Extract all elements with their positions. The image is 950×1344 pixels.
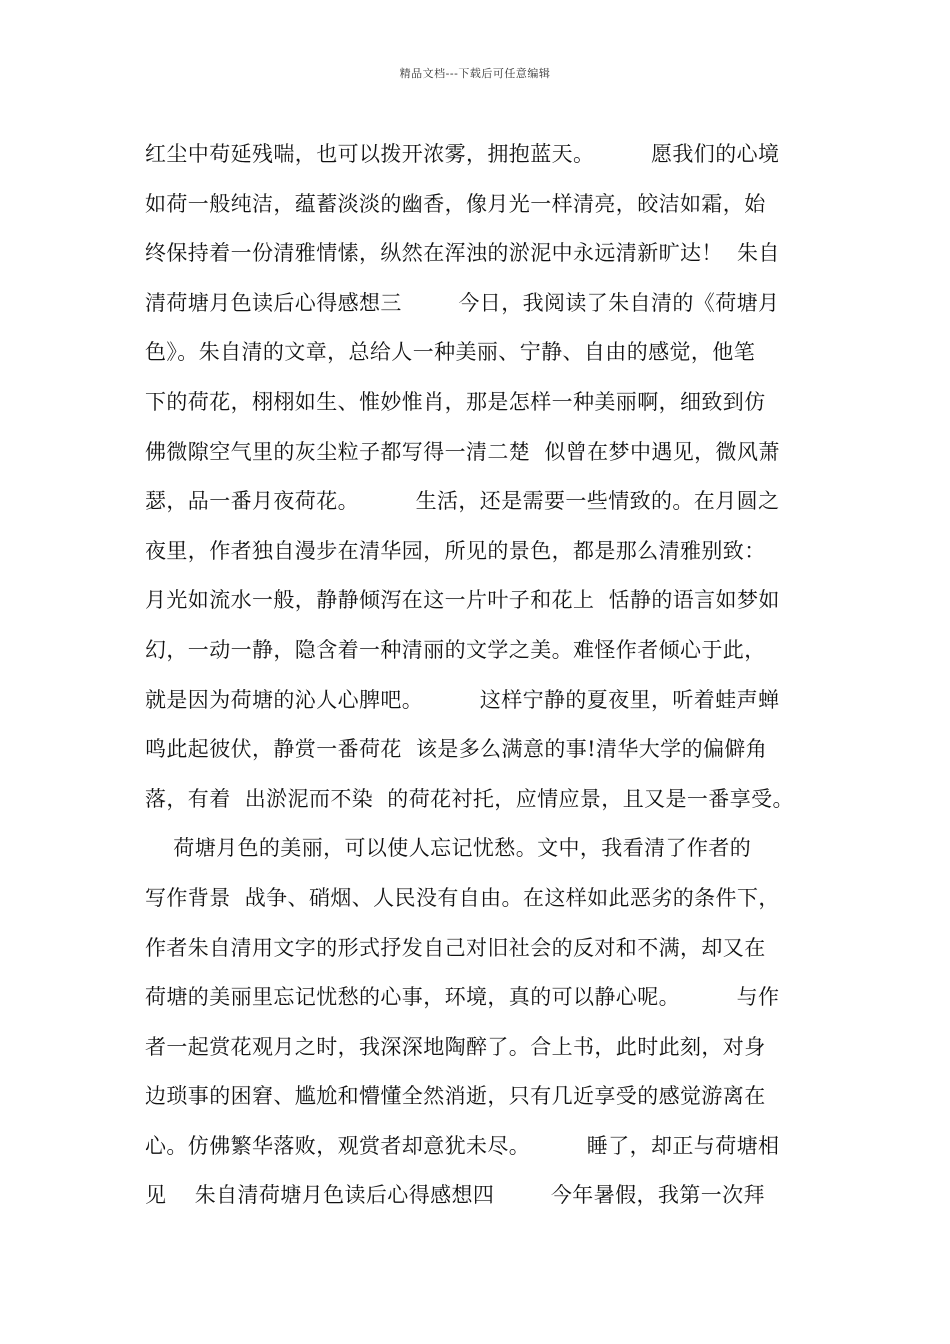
body-text <box>145 130 845 1221</box>
text-line: 见 朱自清荷塘月色读后心得感想四 今年暑假，我第一次拜 <box>145 1183 765 1208</box>
text-line: 下的荷花，栩栩如生、惟妙惟肖，那是怎样一种美丽啊，细致到仿 <box>145 389 766 414</box>
text-line: 心。仿佛繁华落败，观赏者却意犹未尽。 睡了，却正与荷塘相 <box>145 1133 780 1158</box>
text-line: 瑟，品一番月夜荷花。 生活，还是需要一些情致的。在月圆之 <box>145 489 780 514</box>
text-line: 荷塘的美丽里忘记忧愁的心事，环境，真的可以静心呢。 与作 <box>145 985 780 1010</box>
page-header: 精品文档---下载后可任意编辑 <box>399 67 551 80</box>
text-line: 色》。朱自清的文章，总给人一种美丽、宁静、自由的感觉，他笔 <box>145 340 756 365</box>
text-line: 如荷一般纯洁，蕴蓄淡淡的幽香，像月光一样清亮，皎洁如霜，始 <box>145 191 766 216</box>
text-line: 作者朱自清用文字的形式抒发自己对旧社会的反对和不满，却又在 <box>145 935 766 960</box>
text-line: 落，有着 出淤泥而不染 的荷花衬托，应情应景，且又是一番享受。 <box>145 786 794 811</box>
text-line: 清荷塘月色读后心得感想三 今日，我阅读了朱自清的《荷塘月 <box>145 290 780 315</box>
text-line: 红尘中苟延残喘，也可以拨开浓雾，拥抱蓝天。 愿我们的心境 <box>145 142 780 166</box>
text-line: 就是因为荷塘的沁人心脾吧。 这样宁静的夏夜里，听着蛙声蝉 <box>145 687 780 712</box>
text-line: 夜里，作者独自漫步在清华园，所见的景色，都是那么清雅别致： <box>145 538 766 563</box>
text-line: 幻，一动一静，隐含着一种清丽的文学之美。难怪作者倾心于此， <box>145 637 766 662</box>
text-line: 者一起赏花观月之时，我深深地陶醉了。合上书，此时此刻，对身 <box>145 1034 766 1059</box>
text-line: 荷塘月色的美丽，可以使人忘记忧愁。文中，我看清了作者的 <box>145 836 752 861</box>
text-line: 边琐事的困窘、尴尬和懵懂全然消逝，只有几近享受的感觉游离在 <box>145 1084 766 1109</box>
text-line: 月光如流水一般，静静倾泻在这一片叶子和花上 恬静的语言如梦如 <box>145 588 780 613</box>
text-line: 写作背景 战争、硝烟、人民没有自由。在这样如此恶劣的条件下， <box>145 885 780 910</box>
text-line: 佛微隙空气里的灰尘粒子都写得一清二楚 似曾在梦中遇见，微风萧 <box>145 439 780 464</box>
text-line: 终保持着一份清雅情愫，纵然在浑浊的淤泥中永远清新旷达！ 朱自 <box>145 241 780 266</box>
text-line: 鸣此起彼伏，静赏一番荷花 该是多么满意的事!清华大学的偏僻角 <box>145 737 768 762</box>
